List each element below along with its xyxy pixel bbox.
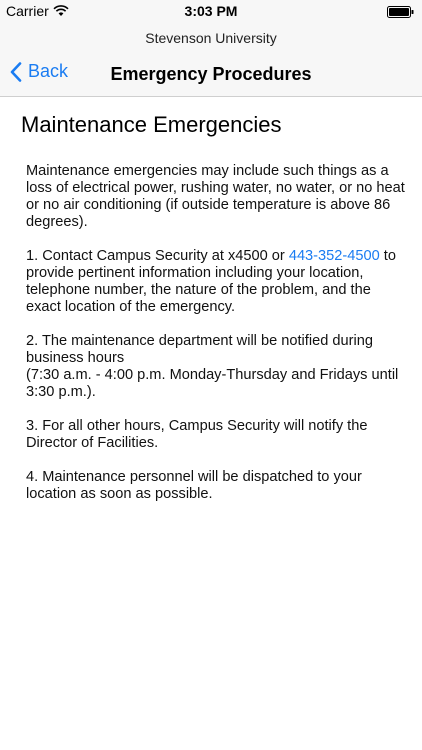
step-2-hours: (7:30 a.m. - 4:00 p.m. Monday-Thursday and Fridays until 3:30 p.m.).	[26, 367, 399, 400]
section-heading: Maintenance Emergencies	[21, 112, 282, 137]
step-2	[26, 333, 406, 401]
step-3: 3. For all other hours, Campus Security will notify the Director of Facilities.	[26, 418, 368, 451]
step-4: 4. Maintenance personnel will be dispatched to your location as soon as possible.	[26, 469, 362, 502]
top-bar	[0, 0, 422, 97]
status-time: 3:03 PM	[184, 3, 238, 19]
navigation-bar	[0, 55, 422, 95]
back-label: Back	[28, 61, 69, 81]
procedure-text	[26, 163, 406, 520]
org-title: Stevenson University	[145, 30, 277, 46]
intro-paragraph: Maintenance emergencies may include such things as a loss of electrical power, rushing water, no water, or no heat or no air conditioning (if outside temperature is above 86 degrees).	[26, 163, 405, 230]
step-1	[26, 248, 406, 316]
page-title: Emergency Procedures	[110, 64, 312, 84]
step-1-text: 1. Contact Campus Security at x4500 or	[26, 248, 289, 264]
step-1-text-cont: to provide pertinent information including your location, telephone number, the nature of the problem, and the exact location of the emergency.	[26, 248, 396, 315]
status-bar	[0, 0, 422, 24]
step-2-text: 2. The maintenance department will be notified during business hours	[26, 333, 373, 366]
carrier-label: Carrier	[6, 3, 49, 19]
phone-link[interactable]: 443-352-4500	[288, 248, 380, 264]
battery-icon	[387, 5, 414, 17]
content-area[interactable]	[0, 97, 422, 750]
